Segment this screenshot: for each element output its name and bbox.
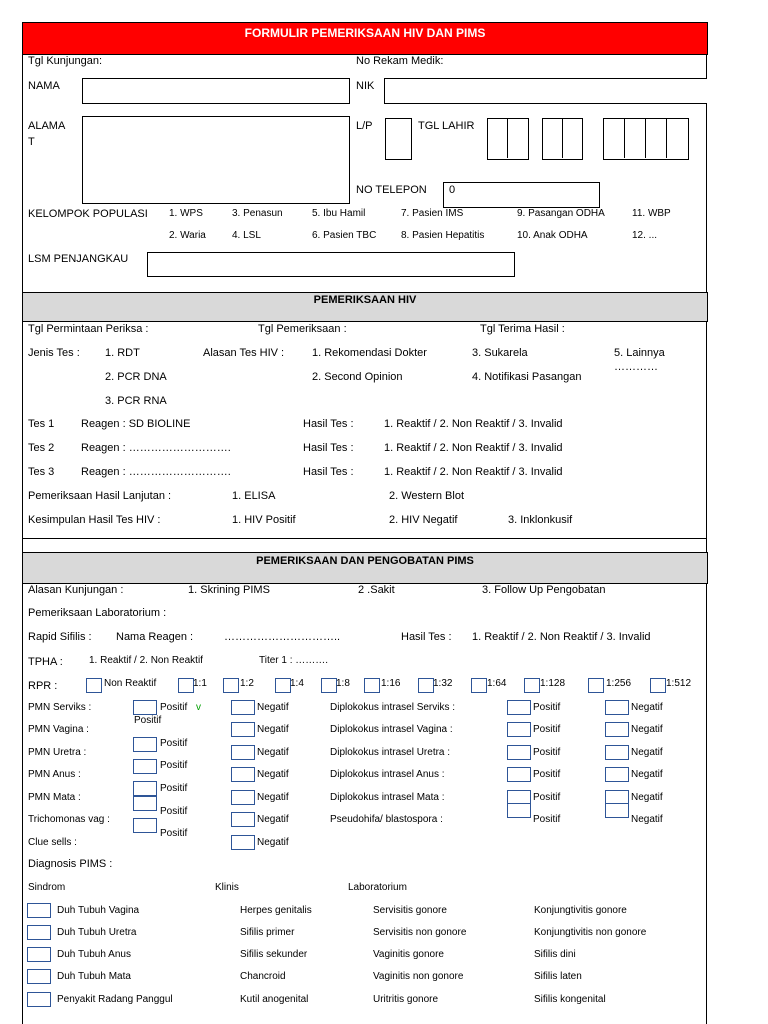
pcr-dna-option: 2. PCR DNA [105, 371, 167, 383]
positif-label: Positif [533, 792, 561, 803]
lab2-item: Konjungtivitis non gonore [534, 927, 647, 938]
tgl-kunjungan-label: Tgl Kunjungan: [28, 55, 102, 67]
reagen1-label: Reagen : SD BIOLINE [81, 418, 191, 430]
pmn-negatif-checkbox[interactable] [231, 700, 255, 715]
lsm-field[interactable] [147, 252, 515, 277]
rpr-option: 1:32 [433, 678, 453, 689]
sindrom-item: Duh Tubuh Mata [57, 971, 131, 982]
hiv-negatif-option: 2. HIV Negatif [389, 514, 458, 526]
negatif-label: Negatif [631, 769, 663, 780]
populasi-item: 8. Pasien Hepatitis [401, 230, 485, 241]
no-telepon-label: NO TELEPON [356, 184, 427, 196]
klinis-item: Sifilis primer [240, 927, 295, 938]
populasi-item: 11. WBP [632, 208, 671, 219]
lab-label: Pemeriksaan Laboratorium : [28, 607, 167, 619]
positif-label: Positif [533, 747, 561, 758]
sindrom-checkbox[interactable] [27, 947, 51, 962]
klinis-heading: Klinis [215, 882, 239, 893]
diplo-uretra-label: Diplokokus intrasel Uretra : [330, 747, 451, 758]
populasi-item: 6. Pasien TBC [312, 230, 377, 241]
nik-field[interactable] [384, 78, 707, 104]
pmn-positif-checkbox[interactable] [133, 818, 157, 833]
negatif-label: Negatif [257, 747, 289, 758]
no-telepon-value: 0 [449, 184, 456, 196]
alasan-kunjungan-option: 2 .Sakit [358, 584, 395, 596]
positif-label: Positif [533, 724, 561, 735]
alamat-label-1: ALAMA [28, 120, 66, 132]
lp-label: L/P [356, 120, 373, 132]
pmn-negatif-checkbox[interactable] [231, 835, 255, 850]
rpr-checkbox[interactable] [321, 678, 337, 693]
tgl-lahir-day[interactable] [487, 118, 529, 160]
tes2-label: Tes 2 [28, 442, 55, 454]
pmn-positif-checkbox[interactable] [133, 796, 157, 811]
negatif-label: Negatif [631, 724, 663, 735]
negatif-label: Negatif [257, 814, 289, 825]
lsm-label: LSM PENJANGKAU [28, 253, 129, 265]
hasil-tes-options: 1. Reaktif / 2. Non Reaktif / 3. Invalid [384, 442, 563, 454]
tpha-label: TPHA : [28, 656, 63, 668]
hiv-header: PEMERIKSAAN HIV [22, 292, 708, 322]
diplo-negatif-checkbox[interactable] [605, 722, 629, 737]
alasan-kunjungan-option: 3. Follow Up Pengobatan [482, 584, 606, 596]
jenis-tes-label: Jenis Tes : [28, 347, 80, 359]
alasan-kunjungan-option: 1. Skrining PIMS [188, 584, 270, 596]
pmn-anus-label: PMN Anus : [28, 769, 81, 780]
alasan-tes-label: Alasan Tes HIV : [203, 347, 285, 359]
lp-field[interactable] [385, 118, 412, 160]
diplo-mata-label: Diplokokus intrasel Mata : [330, 792, 445, 803]
populasi-item: 3. Penasun [232, 208, 283, 219]
populasi-item: 5. Ibu Hamil [312, 208, 366, 219]
frame-left [22, 22, 23, 1024]
nama-label: NAMA [28, 80, 60, 92]
diagnosis-label: Diagnosis PIMS : [28, 858, 113, 870]
negatif-label: Negatif [257, 837, 289, 848]
rpr-option: 1:16 [381, 678, 401, 689]
pmn-negatif-checkbox[interactable] [231, 790, 255, 805]
sindrom-checkbox[interactable] [27, 903, 51, 918]
diplo-positif-checkbox[interactable] [507, 745, 531, 760]
kelompok-populasi-label: KELOMPOK POPULASI [28, 208, 148, 220]
lab2-item: Sifilis dini [534, 949, 576, 960]
rpr-option: 1:4 [290, 678, 304, 689]
pseudohifa-label: Pseudohifa/ blastospora : [330, 814, 443, 825]
sindrom-checkbox[interactable] [27, 925, 51, 940]
negatif-label: Negatif [631, 814, 663, 825]
positif-label: Positif [160, 760, 188, 771]
rpr-option: 1:256 [606, 678, 632, 689]
pmn-negatif-checkbox[interactable] [231, 722, 255, 737]
pmn-vagina-label: PMN Vagina : [28, 724, 89, 735]
pmn-positif-checkbox[interactable] [133, 700, 157, 715]
positif-label: Positif [533, 769, 561, 780]
pmn-positif-checkbox[interactable] [133, 759, 157, 774]
lab2-item: Sifilis laten [534, 971, 582, 982]
rpr-option: 1:8 [336, 678, 350, 689]
tgl-terima-label: Tgl Terima Hasil : [480, 323, 565, 335]
lab2-item: Konjungtivitis gonore [534, 905, 627, 916]
rpr-checkbox[interactable] [364, 678, 380, 693]
diplo-negatif-checkbox[interactable] [605, 803, 629, 818]
divider [507, 118, 508, 158]
elisa-option: 1. ELISA [232, 490, 276, 502]
populasi-item: 1. WPS [169, 208, 203, 219]
lanjutan-label: Pemeriksaan Hasil Lanjutan : [28, 490, 172, 502]
lab-item: Vaginitis gonore [373, 949, 444, 960]
hasil-tes-label: Hasil Tes : [303, 442, 354, 454]
positif-label: Positif [160, 828, 188, 839]
kesimpulan-label: Kesimpulan Hasil Tes HIV : [28, 514, 161, 526]
rpr-checkbox[interactable] [650, 678, 666, 693]
hiv-positif-option: 1. HIV Positif [232, 514, 296, 526]
alasan-lainnya-dots: ………… [614, 361, 658, 373]
alasan-option: 5. Lainnya [614, 347, 665, 359]
rpr-option: 1:128 [540, 678, 566, 689]
divider [624, 118, 625, 158]
hasil-tes-label: Hasil Tes : [303, 466, 354, 478]
inkonklusif-option: 3. Inklonkusif [508, 514, 573, 526]
trichomonas-label: Trichomonas vag : [28, 814, 110, 825]
lab2-item: Sifilis kongenital [534, 994, 606, 1005]
sindrom-item: Duh Tubuh Vagina [57, 905, 140, 916]
tgl-lahir-year[interactable] [603, 118, 689, 160]
alasan-option: 1. Rekomendasi Dokter [312, 347, 427, 359]
pmn-positif-checkbox[interactable] [133, 737, 157, 752]
no-rekam-medik-label: No Rekam Medik: [356, 55, 444, 67]
rpr-checkbox[interactable] [418, 678, 434, 693]
section-divider [22, 538, 706, 539]
hasil-tes-options: 1. Reaktif / 2. Non Reaktif / 3. Invalid [472, 631, 651, 643]
sindrom-checkbox[interactable] [27, 969, 51, 984]
pmn-positif-checkbox[interactable] [133, 781, 157, 796]
populasi-item: 2. Waria [169, 230, 206, 241]
pmn-mata-label: PMN Mata : [28, 792, 81, 803]
rpr-label: RPR : [28, 680, 58, 692]
no-telepon-field[interactable] [443, 182, 600, 208]
rpr-checkbox[interactable] [275, 678, 291, 693]
tes1-label: Tes 1 [28, 418, 55, 430]
rpr-checkbox[interactable] [588, 678, 604, 693]
diplo-positif-checkbox[interactable] [507, 722, 531, 737]
sindrom-item: Duh Tubuh Uretra [57, 927, 137, 938]
nama-reagen-dots: ………………………….. [224, 631, 341, 643]
tgl-permintaan-label: Tgl Permintaan Periksa : [28, 323, 149, 335]
divider [645, 118, 646, 158]
positif-label: Positif [533, 814, 561, 825]
pmn-negatif-checkbox[interactable] [231, 767, 255, 782]
alasan-option: 2. Second Opinion [312, 371, 403, 383]
diplo-positif-checkbox[interactable] [507, 767, 531, 782]
tpha-options: 1. Reaktif / 2. Non Reaktif [89, 655, 203, 666]
sindrom-item: Duh Tubuh Anus [57, 949, 131, 960]
rpr-checkbox[interactable] [86, 678, 102, 693]
divider [562, 118, 563, 158]
form-title: FORMULIR PEMERIKSAAN HIV DAN PIMS [22, 22, 708, 55]
populasi-item: 9. Pasangan ODHA [517, 208, 605, 219]
check-mark: v [196, 702, 201, 713]
klinis-item: Kutil anogenital [240, 994, 309, 1005]
negatif-label: Negatif [631, 747, 663, 758]
populasi-item: 7. Pasien IMS [401, 208, 464, 219]
positif-label: Positif [134, 715, 162, 726]
diplo-serviks-label: Diplokokus intrasel Serviks : [330, 702, 456, 713]
western-blot-option: 2. Western Blot [389, 490, 464, 502]
alamat-label-2: T [28, 136, 35, 148]
negatif-label: Negatif [257, 702, 289, 713]
rpr-option: 1:2 [240, 678, 254, 689]
hasil-tes-label: Hasil Tes : [303, 418, 354, 430]
positif-label: Positif [160, 806, 188, 817]
nama-field[interactable] [82, 78, 350, 104]
lab-item: Servisitis gonore [373, 905, 447, 916]
sindrom-heading: Sindrom [28, 882, 66, 893]
pmn-serviks-label: PMN Serviks : [28, 702, 92, 713]
populasi-item: 4. LSL [232, 230, 261, 241]
tgl-lahir-label: TGL LAHIR [418, 120, 475, 132]
rpr-option: 1:512 [666, 678, 692, 689]
clue-sells-label: Clue sells : [28, 837, 77, 848]
alasan-option: 4. Notifikasi Pasangan [472, 371, 582, 383]
populasi-item: 10. Anak ODHA [517, 230, 588, 241]
negatif-label: Negatif [631, 792, 663, 803]
rpr-checkbox[interactable] [223, 678, 239, 693]
positif-label: Positif [160, 783, 188, 794]
hasil-tes-options: 1. Reaktif / 2. Non Reaktif / 3. Invalid [384, 466, 563, 478]
lab-item: Uritritis gonore [373, 994, 439, 1005]
positif-label: Positif [160, 702, 188, 713]
rdt-option: 1. RDT [105, 347, 140, 359]
pcr-rna-option: 3. PCR RNA [105, 395, 167, 407]
diplo-negatif-checkbox[interactable] [605, 700, 629, 715]
reagen2-label: Reagen : ………………………. [81, 442, 231, 454]
titer-label: Titer 1 : ………. [259, 655, 329, 666]
pmn-negatif-checkbox[interactable] [231, 745, 255, 760]
alasan-option: 3. Sukarela [472, 347, 528, 359]
lab-item: Servisitis non gonore [373, 927, 467, 938]
lab-item: Vaginitis non gonore [373, 971, 464, 982]
rpr-checkbox[interactable] [471, 678, 487, 693]
laboratorium-heading: Laboratorium [348, 882, 407, 893]
positif-label: Positif [533, 702, 561, 713]
rpr-option: Non Reaktif [104, 678, 157, 689]
tgl-pemeriksaan-label: Tgl Pemeriksaan : [258, 323, 347, 335]
pims-header: PEMERIKSAAN DAN PENGOBATAN PIMS [22, 552, 708, 584]
klinis-item: Sifilis sekunder [240, 949, 308, 960]
sindrom-item: Penyakit Radang Panggul [57, 994, 173, 1005]
diplo-negatif-checkbox[interactable] [605, 767, 629, 782]
diplo-positif-checkbox[interactable] [507, 803, 531, 818]
tes3-label: Tes 3 [28, 466, 55, 478]
negatif-label: Negatif [257, 792, 289, 803]
reagen3-label: Reagen : ………………………. [81, 466, 231, 478]
diplo-negatif-checkbox[interactable] [605, 745, 629, 760]
pmn-negatif-checkbox[interactable] [231, 812, 255, 827]
diplo-positif-checkbox[interactable] [507, 700, 531, 715]
alasan-kunjungan-label: Alasan Kunjungan : [28, 584, 124, 596]
nama-reagen-label: Nama Reagen : [116, 631, 194, 643]
populasi-item: 12. ... [632, 230, 658, 241]
rapid-sifilis-label: Rapid Sifilis : [28, 631, 92, 643]
rpr-option: 1:64 [487, 678, 507, 689]
klinis-item: Chancroid [240, 971, 286, 982]
positif-label: Positif [160, 738, 188, 749]
hasil-tes-options: 1. Reaktif / 2. Non Reaktif / 3. Invalid [384, 418, 563, 430]
diplo-anus-label: Diplokokus intrasel Anus : [330, 769, 445, 780]
klinis-item: Herpes genitalis [240, 905, 312, 916]
nik-label: NIK [356, 80, 375, 92]
alamat-field[interactable] [82, 116, 350, 204]
rpr-checkbox[interactable] [524, 678, 540, 693]
divider [666, 118, 667, 158]
negatif-label: Negatif [257, 769, 289, 780]
pmn-uretra-label: PMN Uretra : [28, 747, 87, 758]
diplo-vagina-label: Diplokokus intrasel Vagina : [330, 724, 453, 735]
sindrom-checkbox[interactable] [27, 992, 51, 1007]
hasil-tes-label: Hasil Tes : [401, 631, 452, 643]
frame-right [706, 22, 707, 1024]
rpr-option: 1:1 [193, 678, 207, 689]
negatif-label: Negatif [631, 702, 663, 713]
rpr-checkbox[interactable] [178, 678, 194, 693]
negatif-label: Negatif [257, 724, 289, 735]
